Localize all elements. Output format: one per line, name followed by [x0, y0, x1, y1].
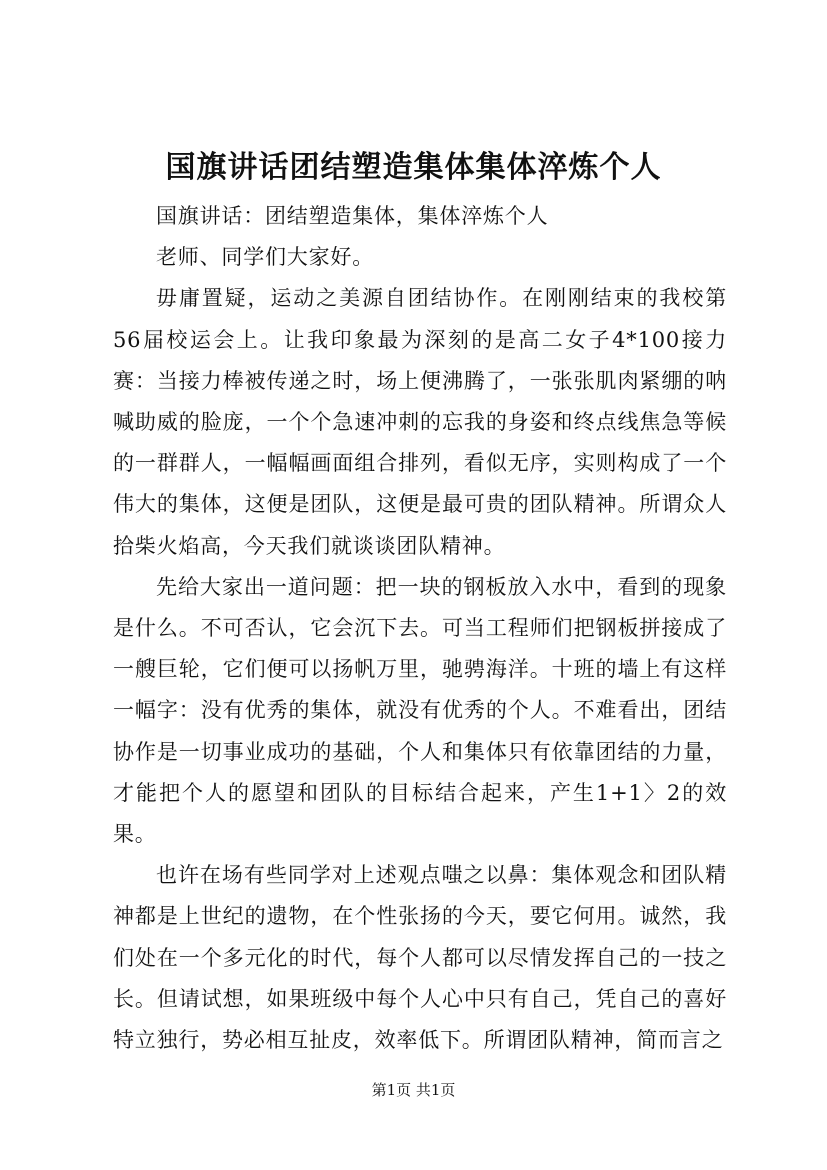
greeting-paragraph: 老师、同学们大家好。: [156, 245, 374, 270]
body-paragraph: 先给大家出一道问题：把一块的钢板放入水中，看到的现象是什么。不可否认，它会沉下去。可当工程师们把钢板拼接成了一艘巨轮，它们便可以扬帆万里，驰骋海洋。十班的墙上有这样一幅字：没有优秀的集体，就没有优秀的个人。不难看出，团结协作是一切事业成功的基础，个人和集体只有依靠团结的力量，才能把个人的愿望和团队的目标结合起来，产生1+1〉2的效果。: [113, 574, 727, 847]
page-footer: 第1页 共1页: [371, 1081, 456, 1099]
body-paragraph: 也许在场有些同学对上述观点嗤之以鼻：集体观念和团队精神都是上世纪的遗物，在个性张扬的今天，要它何用。诚然，我们处在一个多元化的时代，每个人都可以尽情发挥自己的一技之长。但请试想，如果班级中每个人心中只有自己，凭自己的喜好特立独行，势必相互扯皮，效率低下。所谓团队精神，简而言之: [113, 863, 727, 1053]
document-title: 国旗讲话团结塑造集体集体淬炼个人: [165, 150, 662, 185]
subtitle-paragraph: 国旗讲话：团结塑造集体，集体淬炼个人: [156, 204, 549, 228]
document-body: [113, 196, 727, 1061]
body-paragraph: 毋庸置疑，运动之美源自团结协作。在刚刚结束的我校第56届校运会上。让我印象最为深刻的是高二女子4*100接力赛：当接力棒被传递之时，场上便沸腾了，一张张肌肉紧绷的呐喊助威的脸庞，一个个急速冲刺的忘我的身姿和终点线焦急等候的一群群人，一幅幅画面组合排列，看似无序，实则构成了一个伟大的集体，这便是团队，这便是最可贵的团队精神。所谓众人拾柴火焰高，今天我们就谈谈团队精神。: [113, 286, 727, 558]
